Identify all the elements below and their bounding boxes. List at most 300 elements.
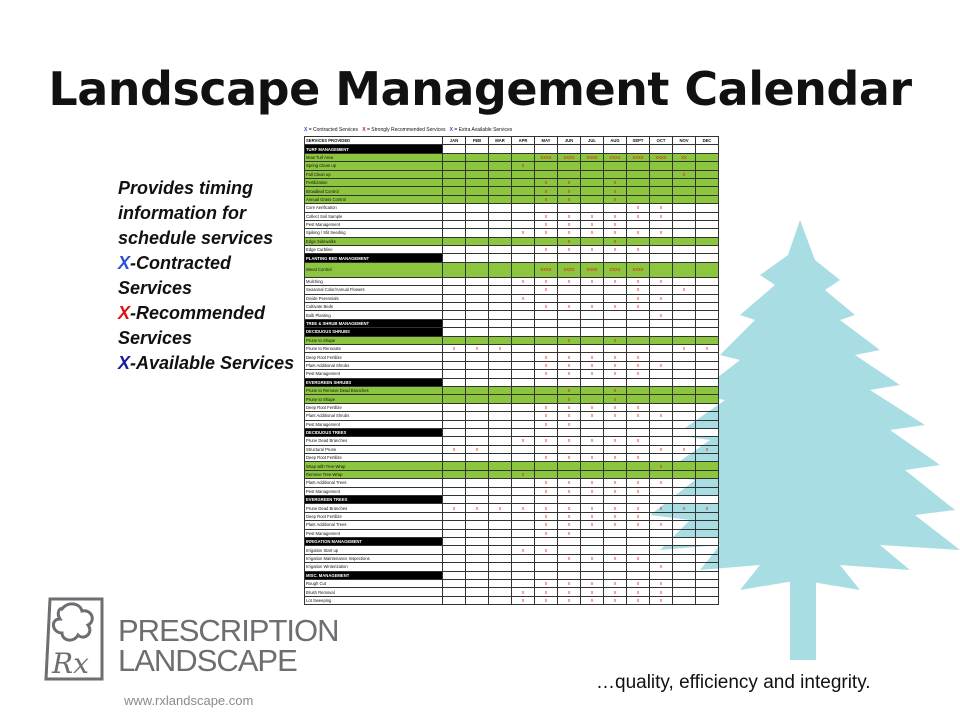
month-cell: X bbox=[604, 588, 627, 596]
service-row bbox=[305, 437, 719, 445]
month-cell bbox=[512, 254, 535, 262]
section-row bbox=[305, 145, 719, 153]
month-cell: X bbox=[512, 504, 535, 512]
month-cell: X bbox=[558, 412, 581, 420]
month-cell bbox=[489, 470, 512, 478]
month-cell bbox=[604, 204, 627, 212]
month-cell bbox=[673, 596, 696, 604]
month-cell: X bbox=[489, 344, 512, 352]
month-cell: X bbox=[535, 412, 558, 420]
service-row bbox=[305, 521, 719, 529]
legend-contracted-mark: X bbox=[304, 127, 308, 133]
month-cell: X bbox=[650, 588, 673, 596]
month-cell bbox=[627, 145, 650, 153]
month-cell bbox=[512, 319, 535, 327]
month-cell bbox=[489, 496, 512, 504]
month-cell: X bbox=[627, 512, 650, 520]
month-cell bbox=[466, 521, 489, 529]
month-cell bbox=[489, 328, 512, 336]
section-row bbox=[305, 571, 719, 579]
month-cell bbox=[512, 496, 535, 504]
month-cell: X bbox=[673, 504, 696, 512]
month-cell bbox=[512, 212, 535, 220]
month-cell bbox=[512, 479, 535, 487]
service-row bbox=[305, 512, 719, 520]
month-cell bbox=[696, 237, 719, 245]
section-title: IRRIGATION MANAGEMENT bbox=[305, 537, 443, 545]
contracted-mark: X bbox=[118, 253, 131, 273]
month-cell: X bbox=[627, 412, 650, 420]
month-cell bbox=[466, 145, 489, 153]
month-cell bbox=[512, 262, 535, 277]
month-cell bbox=[696, 254, 719, 262]
month-cell bbox=[673, 554, 696, 562]
month-cell bbox=[489, 370, 512, 378]
website-url[interactable]: www.rxlandscape.com bbox=[124, 693, 254, 708]
month-cell bbox=[558, 537, 581, 545]
service-row bbox=[305, 237, 719, 245]
month-cell bbox=[558, 294, 581, 302]
month-cell: X bbox=[558, 237, 581, 245]
month-cell bbox=[535, 204, 558, 212]
month-cell: X bbox=[581, 212, 604, 220]
month-cell bbox=[489, 277, 512, 285]
month-cell: X bbox=[558, 554, 581, 562]
month-cell: XXXX bbox=[558, 153, 581, 161]
month-cell: X bbox=[558, 420, 581, 428]
month-cell: X bbox=[604, 220, 627, 228]
month-cell: X bbox=[581, 554, 604, 562]
month-cell bbox=[489, 420, 512, 428]
service-row bbox=[305, 204, 719, 212]
service-name: Fertilization bbox=[305, 178, 443, 186]
month-cell: X bbox=[535, 212, 558, 220]
month-cell bbox=[466, 361, 489, 369]
month-cell bbox=[581, 537, 604, 545]
month-cell bbox=[466, 286, 489, 294]
month-cell bbox=[512, 303, 535, 311]
month-cell bbox=[489, 563, 512, 571]
service-row bbox=[305, 546, 719, 554]
calendar-header-label: SERVICES PROVIDED bbox=[305, 137, 443, 145]
month-cell bbox=[696, 588, 719, 596]
month-cell bbox=[466, 395, 489, 403]
month-cell bbox=[696, 170, 719, 178]
month-cell: X bbox=[558, 529, 581, 537]
month-cell bbox=[466, 529, 489, 537]
service-row bbox=[305, 262, 719, 277]
month-cell bbox=[650, 454, 673, 462]
month-cell bbox=[627, 546, 650, 554]
month-cell: X bbox=[604, 336, 627, 344]
month-cell bbox=[489, 319, 512, 327]
month-cell bbox=[489, 512, 512, 520]
month-cell bbox=[443, 412, 466, 420]
month-cell bbox=[466, 294, 489, 302]
month-cell: X bbox=[581, 370, 604, 378]
month-cell: X bbox=[558, 579, 581, 587]
month-cell: X bbox=[558, 195, 581, 203]
service-row bbox=[305, 470, 719, 478]
month-cell bbox=[466, 303, 489, 311]
month-cell: X bbox=[604, 187, 627, 195]
month-cell bbox=[696, 512, 719, 520]
service-name: Divide Perennials bbox=[305, 294, 443, 302]
month-cell bbox=[489, 454, 512, 462]
month-cell bbox=[627, 529, 650, 537]
month-cell bbox=[443, 254, 466, 262]
service-name: Plant Additional Trees bbox=[305, 521, 443, 529]
month-cell bbox=[466, 370, 489, 378]
month-cell bbox=[650, 546, 673, 554]
month-cell: X bbox=[535, 286, 558, 294]
month-cell bbox=[466, 563, 489, 571]
month-cell bbox=[443, 563, 466, 571]
month-cell bbox=[627, 220, 650, 228]
month-cell bbox=[443, 487, 466, 495]
month-cell: X bbox=[558, 596, 581, 604]
month-cell: X bbox=[627, 204, 650, 212]
month-cell bbox=[696, 294, 719, 302]
month-cell bbox=[650, 170, 673, 178]
service-name: Spiking / Slit Seeding bbox=[305, 229, 443, 237]
section-title: EVERGREEN SHRUBS bbox=[305, 378, 443, 386]
month-cell bbox=[604, 571, 627, 579]
month-cell bbox=[489, 412, 512, 420]
month-cell: X bbox=[512, 229, 535, 237]
month-cell bbox=[466, 496, 489, 504]
month-cell: X bbox=[535, 521, 558, 529]
month-cell bbox=[466, 254, 489, 262]
month-cell bbox=[512, 579, 535, 587]
month-cell bbox=[604, 328, 627, 336]
section-title: PLANTING BED MANAGEMENT bbox=[305, 254, 443, 262]
month-cell bbox=[673, 145, 696, 153]
month-cell bbox=[581, 496, 604, 504]
month-cell bbox=[604, 162, 627, 170]
service-name: Bulb Planting bbox=[305, 311, 443, 319]
month-cell bbox=[650, 470, 673, 478]
service-name: Irrigation Maintenance Inspections bbox=[305, 554, 443, 562]
month-cell bbox=[673, 262, 696, 277]
month-cell bbox=[673, 454, 696, 462]
month-cell bbox=[512, 395, 535, 403]
month-cell bbox=[558, 563, 581, 571]
month-cell: X bbox=[650, 204, 673, 212]
month-cell bbox=[443, 328, 466, 336]
month-cell bbox=[650, 537, 673, 545]
month-cell bbox=[696, 319, 719, 327]
month-cell bbox=[443, 237, 466, 245]
month-cell: X bbox=[627, 588, 650, 596]
month-cell bbox=[696, 212, 719, 220]
month-cell bbox=[673, 378, 696, 386]
month-cell bbox=[512, 370, 535, 378]
month-cell: X bbox=[581, 504, 604, 512]
month-cell: X bbox=[512, 294, 535, 302]
month-cell bbox=[650, 262, 673, 277]
month-cell: XXXX bbox=[535, 262, 558, 277]
month-cell: X bbox=[535, 512, 558, 520]
month-cell bbox=[489, 428, 512, 436]
month-cell bbox=[650, 344, 673, 352]
month-cell: XXXX bbox=[650, 153, 673, 161]
month-cell: X bbox=[604, 579, 627, 587]
month-cell bbox=[512, 512, 535, 520]
month-cell bbox=[696, 195, 719, 203]
month-cell bbox=[696, 579, 719, 587]
month-cell bbox=[696, 571, 719, 579]
service-row bbox=[305, 554, 719, 562]
month-cell bbox=[673, 462, 696, 470]
month-cell bbox=[443, 162, 466, 170]
month-cell bbox=[443, 588, 466, 596]
month-cell: X bbox=[673, 344, 696, 352]
service-name: Pest Management bbox=[305, 487, 443, 495]
month-cell bbox=[673, 220, 696, 228]
month-cell bbox=[581, 563, 604, 571]
month-cell bbox=[650, 237, 673, 245]
month-cell bbox=[535, 470, 558, 478]
month-cell: X bbox=[535, 529, 558, 537]
legend-recommended-text: = Strongly Recommended Services bbox=[365, 127, 446, 133]
month-cell: X bbox=[558, 437, 581, 445]
month-cell: X bbox=[650, 579, 673, 587]
month-cell: X bbox=[443, 344, 466, 352]
month-cell bbox=[466, 237, 489, 245]
service-name: Edge Sidewalks bbox=[305, 237, 443, 245]
month-cell: X bbox=[535, 277, 558, 285]
month-cell bbox=[443, 220, 466, 228]
month-cell bbox=[512, 237, 535, 245]
month-cell: X bbox=[535, 246, 558, 254]
month-cell bbox=[696, 370, 719, 378]
month-cell bbox=[650, 162, 673, 170]
month-cell bbox=[627, 237, 650, 245]
month-cell: X bbox=[512, 470, 535, 478]
month-cell bbox=[535, 319, 558, 327]
month-cell bbox=[604, 145, 627, 153]
month-cell bbox=[443, 294, 466, 302]
month-cell bbox=[535, 496, 558, 504]
month-cell bbox=[512, 145, 535, 153]
service-name: Broadleaf Control bbox=[305, 187, 443, 195]
month-cell: X bbox=[627, 294, 650, 302]
sidebar-item-recommended bbox=[118, 301, 298, 351]
section-row bbox=[305, 328, 719, 336]
month-header: OCT bbox=[650, 137, 673, 145]
month-cell bbox=[466, 170, 489, 178]
month-cell bbox=[627, 470, 650, 478]
month-cell bbox=[535, 328, 558, 336]
month-cell: X bbox=[535, 504, 558, 512]
service-row bbox=[305, 403, 719, 411]
service-name: Prune to Shape bbox=[305, 336, 443, 344]
service-row bbox=[305, 286, 719, 294]
month-cell bbox=[466, 588, 489, 596]
month-cell: X bbox=[535, 487, 558, 495]
month-cell bbox=[489, 579, 512, 587]
month-cell bbox=[696, 204, 719, 212]
month-cell bbox=[535, 237, 558, 245]
month-cell: X bbox=[535, 546, 558, 554]
month-cell bbox=[673, 403, 696, 411]
month-cell bbox=[558, 254, 581, 262]
month-cell: X bbox=[535, 420, 558, 428]
month-cell bbox=[466, 428, 489, 436]
month-cell: X bbox=[627, 303, 650, 311]
month-cell bbox=[466, 470, 489, 478]
month-cell bbox=[627, 170, 650, 178]
month-cell bbox=[650, 145, 673, 153]
month-cell bbox=[489, 378, 512, 386]
month-cell: X bbox=[604, 361, 627, 369]
month-cell bbox=[627, 311, 650, 319]
month-cell bbox=[512, 571, 535, 579]
month-cell bbox=[627, 319, 650, 327]
month-cell bbox=[558, 462, 581, 470]
month-cell: X bbox=[581, 588, 604, 596]
service-row bbox=[305, 579, 719, 587]
month-cell bbox=[673, 479, 696, 487]
month-cell bbox=[696, 563, 719, 571]
month-cell bbox=[489, 571, 512, 579]
month-cell bbox=[489, 353, 512, 361]
service-row bbox=[305, 588, 719, 596]
month-cell bbox=[512, 403, 535, 411]
month-cell bbox=[489, 303, 512, 311]
month-cell: X bbox=[627, 596, 650, 604]
month-cell: XXXX bbox=[604, 153, 627, 161]
month-cell bbox=[489, 212, 512, 220]
month-cell bbox=[673, 386, 696, 394]
month-cell bbox=[696, 479, 719, 487]
month-cell: X bbox=[558, 361, 581, 369]
month-cell: X bbox=[581, 487, 604, 495]
month-cell bbox=[466, 537, 489, 545]
month-cell bbox=[696, 420, 719, 428]
month-cell bbox=[466, 462, 489, 470]
month-cell bbox=[512, 178, 535, 186]
month-cell bbox=[696, 470, 719, 478]
month-cell: X bbox=[627, 521, 650, 529]
month-cell: X bbox=[627, 212, 650, 220]
month-cell: X bbox=[558, 512, 581, 520]
month-cell: X bbox=[558, 487, 581, 495]
month-cell bbox=[466, 437, 489, 445]
month-cell bbox=[535, 395, 558, 403]
month-cell: X bbox=[558, 395, 581, 403]
month-cell bbox=[489, 162, 512, 170]
month-cell: XXXX bbox=[581, 153, 604, 161]
month-cell: X bbox=[535, 437, 558, 445]
month-cell bbox=[696, 162, 719, 170]
month-cell bbox=[650, 428, 673, 436]
month-cell bbox=[535, 254, 558, 262]
month-cell: X bbox=[650, 445, 673, 453]
service-row bbox=[305, 294, 719, 302]
service-name: Spring Clean up bbox=[305, 162, 443, 170]
month-cell bbox=[673, 579, 696, 587]
month-cell bbox=[512, 187, 535, 195]
month-cell: X bbox=[558, 454, 581, 462]
month-cell bbox=[673, 277, 696, 285]
month-cell bbox=[673, 521, 696, 529]
month-cell bbox=[443, 370, 466, 378]
month-cell bbox=[466, 319, 489, 327]
month-cell: X bbox=[604, 212, 627, 220]
month-cell: X bbox=[604, 504, 627, 512]
month-cell bbox=[466, 195, 489, 203]
month-cell: X bbox=[650, 277, 673, 285]
month-cell bbox=[489, 311, 512, 319]
month-cell: X bbox=[604, 479, 627, 487]
month-cell bbox=[443, 470, 466, 478]
service-row bbox=[305, 353, 719, 361]
month-cell bbox=[443, 529, 466, 537]
month-cell bbox=[696, 412, 719, 420]
month-cell: X bbox=[604, 303, 627, 311]
service-name: Deep Root Fertilize bbox=[305, 454, 443, 462]
month-cell bbox=[696, 554, 719, 562]
month-cell bbox=[535, 170, 558, 178]
calendar-header-row bbox=[305, 137, 719, 145]
legend-recommended-mark: X bbox=[362, 127, 366, 133]
month-cell bbox=[696, 537, 719, 545]
month-cell: X bbox=[604, 237, 627, 245]
month-cell bbox=[535, 386, 558, 394]
month-cell: X bbox=[535, 370, 558, 378]
month-cell: X bbox=[512, 596, 535, 604]
service-row bbox=[305, 462, 719, 470]
month-cell: X bbox=[627, 504, 650, 512]
month-cell bbox=[466, 479, 489, 487]
month-cell bbox=[443, 596, 466, 604]
month-cell bbox=[627, 445, 650, 453]
month-cell bbox=[466, 328, 489, 336]
month-cell bbox=[466, 212, 489, 220]
service-row bbox=[305, 420, 719, 428]
service-name: Cultivate Beds bbox=[305, 303, 443, 311]
month-cell bbox=[673, 178, 696, 186]
month-cell bbox=[512, 246, 535, 254]
month-cell bbox=[443, 386, 466, 394]
service-row bbox=[305, 170, 719, 178]
month-cell bbox=[581, 162, 604, 170]
month-cell bbox=[512, 336, 535, 344]
brand-line-2: LANDSCAPE bbox=[118, 643, 297, 678]
month-cell bbox=[443, 479, 466, 487]
month-cell bbox=[650, 353, 673, 361]
month-cell bbox=[489, 554, 512, 562]
month-cell bbox=[489, 529, 512, 537]
month-cell: X bbox=[558, 246, 581, 254]
month-cell bbox=[627, 571, 650, 579]
month-cell bbox=[512, 454, 535, 462]
month-cell bbox=[604, 420, 627, 428]
recommended-label: -Recommended Services bbox=[118, 303, 266, 348]
month-cell bbox=[650, 571, 673, 579]
service-row bbox=[305, 596, 719, 604]
month-header: APR bbox=[512, 137, 535, 145]
month-cell: X bbox=[604, 437, 627, 445]
month-cell bbox=[673, 319, 696, 327]
month-cell bbox=[673, 212, 696, 220]
month-cell bbox=[696, 596, 719, 604]
month-cell: X bbox=[535, 187, 558, 195]
service-name: Mow Turf Area bbox=[305, 153, 443, 161]
month-cell bbox=[627, 496, 650, 504]
